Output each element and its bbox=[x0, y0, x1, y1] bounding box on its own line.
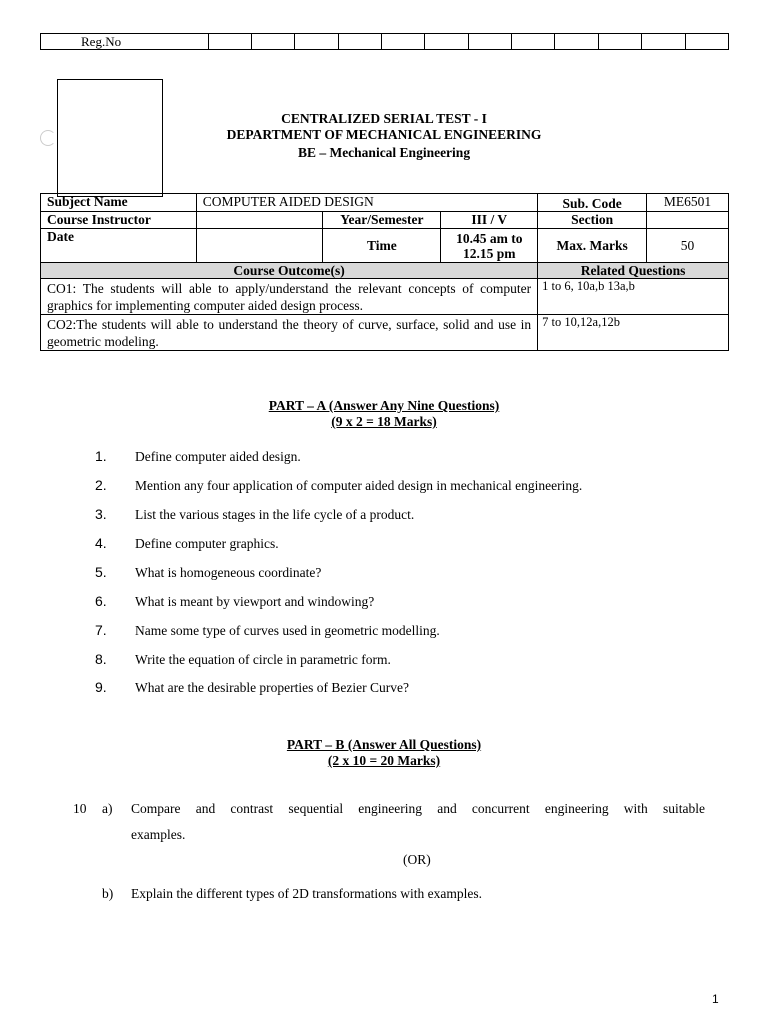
list-item bbox=[95, 622, 735, 642]
date-label: Date bbox=[41, 229, 197, 263]
reg-digit-box bbox=[208, 34, 251, 50]
reg-digit-box bbox=[338, 34, 381, 50]
reg-digit-box bbox=[382, 34, 425, 50]
course-instructor-value bbox=[196, 212, 323, 229]
time-value-line1: 10.45 am to bbox=[456, 230, 523, 246]
department-title: DEPARTMENT OF MECHANICAL ENGINEERING bbox=[226, 127, 542, 142]
reg-digit-box bbox=[468, 34, 511, 50]
reg-digit-box bbox=[512, 34, 555, 50]
reg-digit-box bbox=[685, 34, 728, 50]
reg-digit-box bbox=[555, 34, 598, 50]
question-text: List the various stages in the life cycle of a product. bbox=[135, 507, 415, 522]
reg-no-label: Reg.No bbox=[41, 34, 209, 50]
sub-code-label: Sub. Code bbox=[538, 194, 647, 212]
question-10a-line2: examples. bbox=[131, 827, 186, 842]
date-value bbox=[196, 229, 323, 263]
question-text: Write the equation of circle in parametric form. bbox=[135, 652, 391, 667]
exam-title: CENTRALIZED SERIAL TEST - I bbox=[281, 111, 487, 126]
course-instructor-label: Course Instructor bbox=[41, 212, 197, 229]
question-10a-line1: Compare and contrast sequential engineering and concurrent engineering with suitable bbox=[131, 801, 705, 816]
part-b-marks: (2 x 10 = 20 Marks) bbox=[327, 753, 441, 768]
question-number: 5. bbox=[95, 564, 107, 580]
page-number: 1 bbox=[712, 992, 719, 1006]
question-number: 6. bbox=[95, 593, 107, 609]
year-semester-value: III / V bbox=[441, 212, 538, 229]
co2-text: CO2:The students will able to understand the theory of curve, surface, solid and use in geometric modeling. bbox=[41, 315, 538, 351]
course-outcomes-header: Course Outcome(s) bbox=[41, 263, 538, 279]
subject-name-label: Subject Name bbox=[41, 194, 197, 212]
co2-questions: 7 to 10,12a,12b bbox=[538, 315, 729, 351]
reg-digit-box bbox=[295, 34, 338, 50]
list-item bbox=[95, 448, 735, 468]
question-number: 8. bbox=[95, 651, 107, 667]
list-item bbox=[95, 651, 735, 671]
time-value bbox=[441, 229, 538, 263]
question-number: 9. bbox=[95, 679, 107, 695]
question-number: 3. bbox=[95, 506, 107, 522]
list-item bbox=[95, 564, 735, 584]
question-text: Define computer aided design. bbox=[135, 449, 301, 464]
question-text: What is homogeneous coordinate? bbox=[135, 565, 322, 580]
reg-digit-box bbox=[251, 34, 294, 50]
reg-digit-box bbox=[425, 34, 468, 50]
or-separator: (OR) bbox=[403, 852, 431, 867]
question-10b-text: Explain the different types of 2D transformations with examples. bbox=[131, 886, 483, 901]
course-info-table bbox=[40, 193, 729, 351]
part-b-title: PART – B (Answer All Questions) bbox=[286, 737, 482, 752]
sub-code-value: ME6501 bbox=[647, 194, 729, 212]
list-item bbox=[95, 535, 735, 555]
part-a-title: PART – A (Answer Any Nine Questions) bbox=[268, 398, 500, 413]
co1-questions: 1 to 6, 10a,b 13a,b bbox=[538, 279, 729, 315]
list-item bbox=[95, 477, 735, 497]
reg-digit-box bbox=[598, 34, 641, 50]
question-text: What are the desirable properties of Bezier Curve? bbox=[135, 680, 409, 695]
co1-text: CO1: The students will able to apply/understand the relevant concepts of computer graphics for implementing computer aided design process. bbox=[41, 279, 538, 315]
subject-name-value: COMPUTER AIDED DESIGN bbox=[196, 194, 537, 212]
part-a-marks: (9 x 2 = 18 Marks) bbox=[331, 414, 437, 429]
question-number: 7. bbox=[95, 622, 107, 638]
list-item bbox=[95, 506, 735, 526]
question-text: Define computer graphics. bbox=[135, 536, 279, 551]
max-marks-label: Max. Marks bbox=[538, 229, 647, 263]
question-10a-label: a) bbox=[102, 801, 113, 816]
reg-digit-box bbox=[642, 34, 685, 50]
question-10b-label: b) bbox=[102, 886, 114, 901]
question-text: Mention any four application of computer aided design in mechanical engineering. bbox=[135, 478, 583, 493]
question-text: Name some type of curves used in geometric modelling. bbox=[135, 623, 440, 638]
question-10-number: 10 bbox=[73, 801, 87, 816]
question-number: 4. bbox=[95, 535, 107, 551]
list-item bbox=[95, 679, 735, 699]
time-label: Time bbox=[323, 229, 441, 263]
year-semester-label: Year/Semester bbox=[323, 212, 441, 229]
time-value-line2: 12.15 pm bbox=[463, 245, 516, 261]
program-title: BE – Mechanical Engineering bbox=[297, 145, 471, 160]
section-value bbox=[647, 212, 729, 229]
section-label: Section bbox=[538, 212, 647, 229]
max-marks-value: 50 bbox=[647, 229, 729, 263]
question-text: What is meant by viewport and windowing? bbox=[135, 594, 375, 609]
reg-no-table bbox=[40, 33, 729, 50]
question-number: 1. bbox=[95, 448, 107, 464]
list-item bbox=[95, 593, 735, 613]
related-questions-header: Related Questions bbox=[538, 263, 729, 279]
question-number: 2. bbox=[95, 477, 107, 493]
